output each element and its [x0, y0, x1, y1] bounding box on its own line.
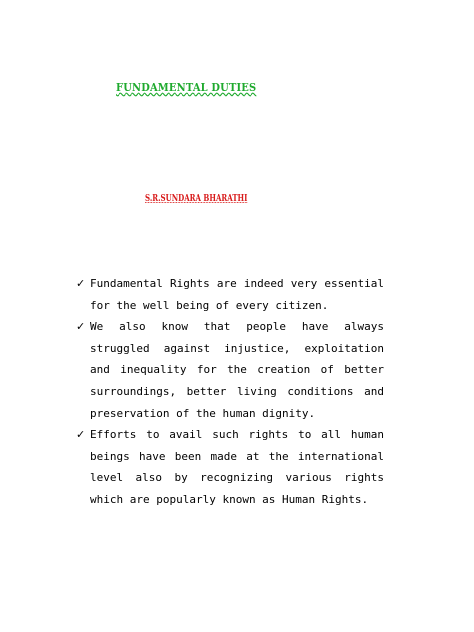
list-item [76, 273, 384, 316]
bullet-list [76, 273, 384, 511]
bullet-text: Fundamental Rights are indeed very essential for the well being of every citizen. [90, 277, 384, 312]
check-mark-icon: ✓ [76, 428, 86, 442]
check-mark-icon: ✓ [76, 277, 86, 290]
document-title: FUNDAMENTAL DUTIES [116, 80, 257, 94]
bullet-text: Efforts to avail such rights to all human beings have been made at the international level also by recognizing various rights which are popularly known as Human Rights. [90, 428, 384, 506]
list-item [76, 424, 384, 510]
check-mark-icon: ✓ [76, 320, 86, 334]
list-item [76, 316, 384, 424]
author-name: S.R.SUNDARA BHARATHI [145, 194, 248, 204]
bullet-text: We also know that people have always struggled against injustice, exploitation and inequality for the creation of better surroundings, better living conditions and preservation of the human dignity. [90, 320, 384, 420]
